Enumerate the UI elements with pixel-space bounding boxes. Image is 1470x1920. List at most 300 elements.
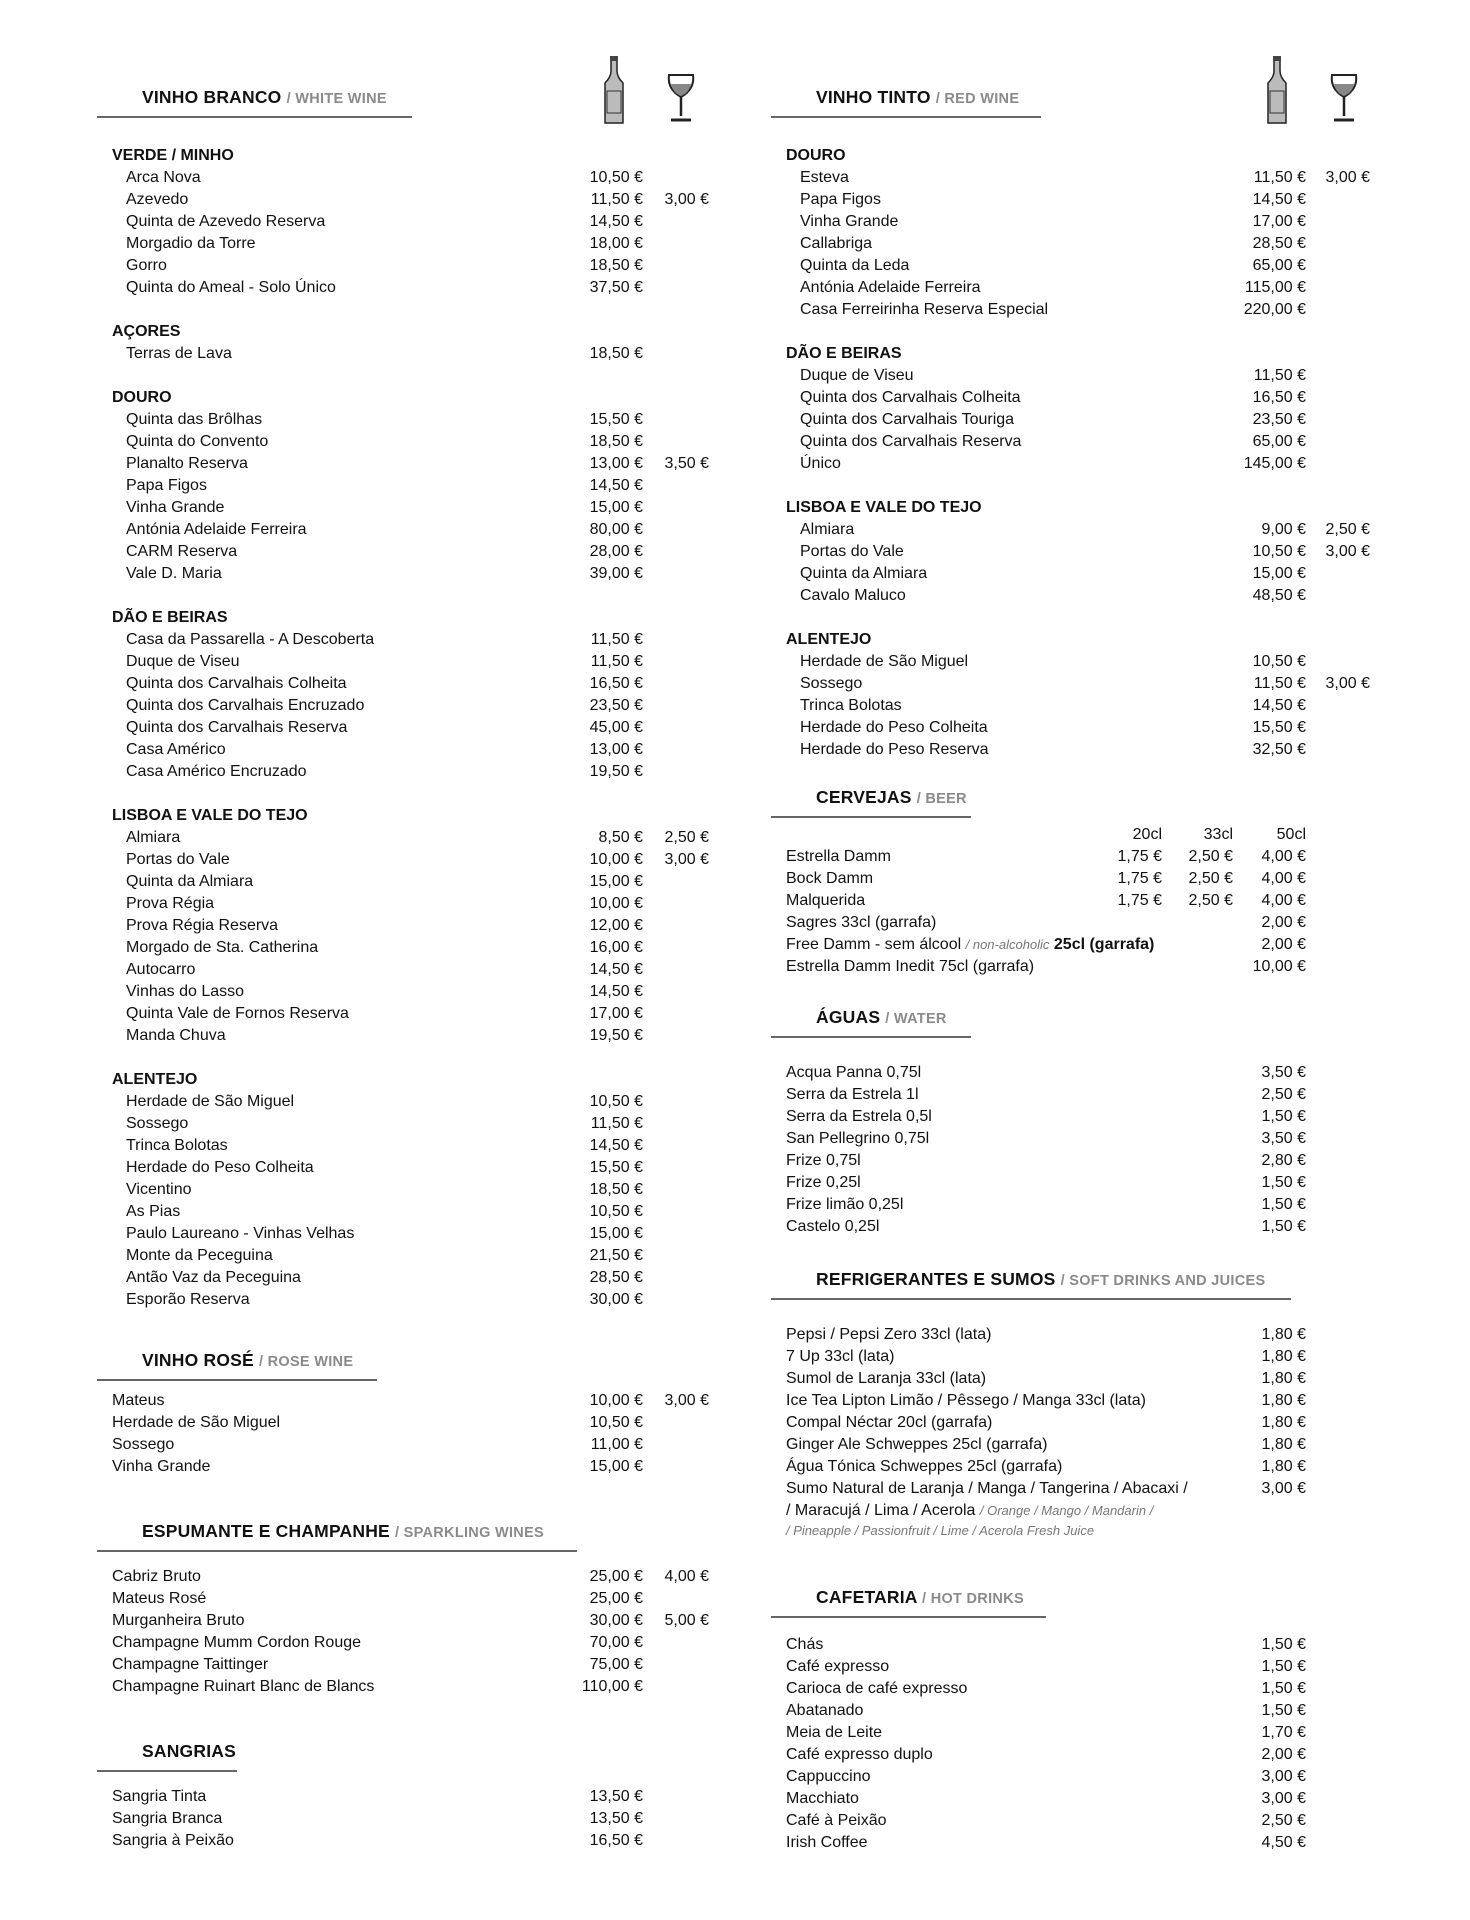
price: 3,00 € — [1261, 1790, 1306, 1807]
menu-item — [112, 167, 812, 189]
item-name: Portas do Vale — [126, 851, 230, 868]
section-heading — [816, 1007, 947, 1028]
bottle-price: 9,00 € — [1261, 521, 1306, 538]
price: 2,50 € — [1261, 1812, 1306, 1829]
menu-item — [112, 233, 812, 255]
item-name: Sossego — [112, 1436, 175, 1453]
menu-item — [112, 1003, 812, 1025]
section-heading — [816, 787, 967, 808]
beer-price-50cl: 4,00 € — [1261, 892, 1306, 909]
menu-item — [112, 277, 812, 299]
price: 3,50 € — [1261, 1130, 1306, 1147]
beer-price-33cl: 2,50 € — [1188, 892, 1233, 909]
region-title: DÃO E BEIRAS — [112, 609, 228, 626]
item-name: Quinta da Leda — [800, 257, 910, 274]
glass-price: 3,50 € — [664, 455, 709, 472]
menu-item — [112, 893, 812, 915]
bottle-price: 17,00 € — [589, 1005, 643, 1022]
section-subtitle: / HOT DRINKS — [922, 1591, 1024, 1607]
heading-underline — [97, 1550, 577, 1552]
bottle-price: 13,50 € — [589, 1810, 643, 1827]
item-name: Estrella Damm — [786, 848, 891, 865]
item-name: Antónia Adelaide Ferreira — [126, 521, 307, 538]
section-title: REFRIGERANTES E SUMOS — [816, 1269, 1056, 1289]
item-name: Champagne Mumm Cordon Rouge — [112, 1634, 362, 1651]
menu-item — [112, 827, 812, 849]
heading-underline — [771, 1298, 1291, 1300]
item-name: Paulo Laureano - Vinhas Velhas — [126, 1225, 355, 1242]
bottle-price: 8,50 € — [598, 829, 643, 846]
item-name: Herdade de São Miguel — [126, 1093, 295, 1110]
menu-item — [112, 871, 812, 893]
menu-item — [786, 1744, 1470, 1766]
menu-item — [112, 1588, 812, 1610]
item-name: Bock Damm — [786, 870, 874, 887]
item-name: Planalto Reserva — [126, 455, 248, 472]
item-name: / Maracujá / Lima / Acerola — [786, 1502, 976, 1519]
water-header — [771, 998, 971, 1038]
menu-item — [786, 695, 1470, 717]
heading-underline — [97, 116, 412, 118]
bottle-price: 23,50 € — [1252, 411, 1306, 428]
region-title: DOURO — [112, 389, 172, 406]
bottle-price: 115,00 € — [1244, 279, 1306, 296]
bottle-price: 19,50 € — [589, 1027, 643, 1044]
wine-glass-icon — [665, 72, 697, 124]
menu-item — [786, 1656, 1470, 1678]
menu-item — [786, 585, 1470, 607]
item-name: Champagne Ruinart Blanc de Blancs — [112, 1678, 375, 1695]
item-name: Mateus — [112, 1392, 165, 1409]
item-name: Quinta dos Carvalhais Touriga — [800, 411, 1015, 428]
item-name: Quinta Vale de Fornos Reserva — [126, 1005, 349, 1022]
item-name: Sossego — [126, 1115, 189, 1132]
region-title: VERDE / MINHO — [112, 147, 234, 164]
item-name: Frize 0,25l — [786, 1174, 861, 1191]
bottle-price: 18,50 € — [589, 257, 643, 274]
item-name: Quinta dos Carvalhais Colheita — [126, 675, 347, 692]
item-name: Almiara — [800, 521, 855, 538]
price: 3,00 € — [1261, 1480, 1306, 1497]
menu-item — [786, 233, 1470, 255]
item-name: Murganheira Bruto — [112, 1612, 245, 1629]
section-heading — [816, 1269, 1265, 1290]
menu-item — [786, 956, 1386, 978]
menu-item — [786, 717, 1470, 739]
bottle-price: 15,00 € — [589, 1225, 643, 1242]
price: 3,50 € — [1261, 1064, 1306, 1081]
menu-item — [786, 1062, 1470, 1084]
beer-price-20cl: 1,75 € — [1117, 870, 1162, 887]
bottle-price: 15,00 € — [1252, 565, 1306, 582]
item-name: Gorro — [126, 257, 167, 274]
menu-item — [112, 1830, 812, 1852]
juice-continuation-translation — [786, 1520, 1386, 1542]
rose-wine-header — [97, 1341, 377, 1381]
menu-item — [786, 890, 1386, 912]
heading-underline — [97, 1770, 237, 1772]
bottle-price: 15,50 € — [589, 411, 643, 428]
menu-item — [786, 912, 1386, 934]
menu-item — [786, 1084, 1470, 1106]
bottle-price: 10,50 € — [589, 1093, 643, 1110]
menu-item — [112, 1654, 812, 1676]
menu-item — [112, 1676, 812, 1698]
item-name: Café à Peixão — [786, 1812, 887, 1829]
bottle-price: 30,00 € — [589, 1291, 643, 1308]
item-name: Único — [800, 455, 841, 472]
bottle-price: 16,50 € — [1252, 389, 1306, 406]
beer-price-20cl: 1,75 € — [1117, 892, 1162, 909]
menu-item — [112, 717, 812, 739]
price: 1,80 € — [1261, 1370, 1306, 1387]
bottle-price: 145,00 € — [1243, 455, 1306, 472]
section-heading — [142, 87, 387, 108]
menu-item — [786, 1324, 1470, 1346]
menu-item — [112, 915, 812, 937]
bottle-price: 18,50 € — [589, 1181, 643, 1198]
item-name: Manda Chuva — [126, 1027, 226, 1044]
beer-price-20cl: 1,75 € — [1117, 848, 1162, 865]
menu-item — [112, 475, 812, 497]
bottle-price: 25,00 € — [589, 1568, 643, 1585]
bottle-price: 14,50 € — [589, 477, 643, 494]
menu-item — [112, 1632, 812, 1654]
glass-price: 3,00 € — [664, 1392, 709, 1409]
item-name: Autocarro — [126, 961, 196, 978]
bottle-price: 37,50 € — [589, 279, 643, 296]
item-name: Ginger Ale Schweppes 25cl (garrafa) — [786, 1436, 1048, 1453]
glass-price: 2,50 € — [1325, 521, 1370, 538]
menu-item — [112, 695, 812, 717]
menu-item — [112, 343, 812, 365]
price: 1,80 € — [1261, 1436, 1306, 1453]
menu-item — [786, 1766, 1470, 1788]
price: 1,50 € — [1261, 1174, 1306, 1191]
item-name: Café expresso — [786, 1658, 890, 1675]
bottle-price: 11,50 € — [590, 631, 643, 648]
menu-item — [786, 673, 1470, 695]
glass-price: 3,00 € — [664, 851, 709, 868]
bottle-price: 11,00 € — [590, 1436, 643, 1453]
bottle-price: 28,00 € — [589, 543, 643, 560]
section-title: CAFETARIA — [816, 1587, 917, 1607]
beer-price-33cl: 2,50 € — [1188, 848, 1233, 865]
menu-item — [786, 563, 1470, 585]
item-name: Quinta da Almiara — [126, 873, 254, 890]
item-name: Herdade do Peso Reserva — [800, 741, 989, 758]
menu-item — [786, 739, 1470, 761]
bottle-price: 11,50 € — [590, 653, 643, 670]
bottle-price: 65,00 € — [1252, 433, 1306, 450]
section-subtitle: / WHITE WINE — [286, 91, 387, 107]
item-name: Trinca Bolotas — [126, 1137, 228, 1154]
bottle-price: 15,50 € — [1252, 719, 1306, 736]
item-name: Esporão Reserva — [126, 1291, 250, 1308]
item-name: 7 Up 33cl (lata) — [786, 1348, 895, 1365]
item-name: Mateus Rosé — [112, 1590, 207, 1607]
item-name: Duque de Viseu — [800, 367, 914, 384]
section-heading — [816, 1587, 1024, 1608]
glass-price: 2,50 € — [664, 829, 709, 846]
bottle-price: 15,00 € — [589, 1458, 643, 1475]
bottle-price: 15,00 € — [589, 873, 643, 890]
price: 3,00 € — [1261, 1768, 1306, 1785]
glass-price: 5,00 € — [664, 1612, 709, 1629]
bottle-price: 14,50 € — [589, 983, 643, 1000]
price: 1,50 € — [1261, 1196, 1306, 1213]
menu-item — [112, 255, 812, 277]
item-name: Cavalo Maluco — [800, 587, 906, 604]
menu-item — [786, 1106, 1470, 1128]
bottle-price: 10,50 € — [589, 169, 643, 186]
bottle-price: 15,00 € — [589, 499, 643, 516]
glass-price: 3,00 € — [664, 191, 709, 208]
price: 1,50 € — [1261, 1636, 1306, 1653]
item-name: Macchiato — [786, 1790, 859, 1807]
section-subtitle: / RED WINE — [935, 91, 1020, 107]
item-name: Arca Nova — [126, 169, 201, 186]
item-name: Casa Américo Encruzado — [126, 763, 307, 780]
menu-item — [112, 211, 812, 233]
item-name: Antão Vaz da Peceguina — [126, 1269, 301, 1286]
menu-item — [786, 387, 1470, 409]
item-name: Malquerida — [786, 892, 866, 909]
item-name: Herdade do Peso Colheita — [126, 1159, 314, 1176]
menu-item — [786, 189, 1470, 211]
menu-item — [786, 1390, 1470, 1412]
glass-price: 4,00 € — [664, 1568, 709, 1585]
item-name-suffix: 25cl (garrafa) — [1053, 936, 1155, 953]
menu-item — [786, 1346, 1470, 1368]
item-name: Sossego — [800, 675, 863, 692]
item-name: Sumol de Laranja 33cl (lata) — [786, 1370, 987, 1387]
bottle-price: 13,00 € — [589, 741, 643, 758]
item-name: Serra da Estrela 1l — [786, 1086, 919, 1103]
item-name: Sangria Tinta — [112, 1788, 207, 1805]
heading-underline — [771, 1036, 971, 1038]
menu-item — [112, 849, 812, 871]
bottle-price: 18,50 € — [589, 345, 643, 362]
section-title: SANGRIAS — [142, 1741, 236, 1761]
menu-item — [112, 497, 812, 519]
item-name: Almiara — [126, 829, 181, 846]
price: 2,80 € — [1261, 1152, 1306, 1169]
bottle-price: 10,00 € — [589, 1392, 643, 1409]
menu-item — [112, 563, 812, 585]
item-name: Abatanado — [786, 1702, 864, 1719]
menu-item — [112, 1245, 812, 1267]
menu-item — [112, 1786, 812, 1808]
item-name: Sangria à Peixão — [112, 1832, 234, 1849]
item-name: Carioca de café expresso — [786, 1680, 968, 1697]
item-name: Vicentino — [126, 1181, 192, 1198]
section-subtitle: / BEER — [916, 791, 967, 807]
item-note: / Pineapple / Passionfruit / Lime / Acerola Fresh Juice — [786, 1523, 1095, 1538]
menu-item — [112, 409, 812, 431]
menu-item — [786, 1478, 1470, 1500]
item-name: Monte da Peceguina — [126, 1247, 273, 1264]
menu-item — [112, 1223, 812, 1245]
bottle-price: 11,50 € — [1253, 367, 1306, 384]
bottle-price: 110,00 € — [581, 1678, 643, 1695]
menu-item — [112, 1390, 812, 1412]
menu-item — [786, 1832, 1470, 1854]
section-heading — [816, 87, 1019, 108]
item-name: Quinta do Ameal - Solo Único — [126, 279, 336, 296]
menu-item — [786, 1788, 1470, 1810]
item-name: Quinta dos Carvalhais Colheita — [800, 389, 1021, 406]
section-title: VINHO ROSÉ — [142, 1350, 254, 1370]
bottle-price: 25,00 € — [589, 1590, 643, 1607]
menu-item — [112, 1025, 812, 1047]
item-name: Compal Néctar 20cl (garrafa) — [786, 1414, 993, 1431]
item-name: Herdade do Peso Colheita — [800, 719, 988, 736]
item-name: Café expresso duplo — [786, 1746, 933, 1763]
bottle-price: 16,50 € — [589, 1832, 643, 1849]
item-name: Antónia Adelaide Ferreira — [800, 279, 981, 296]
price: 1,50 € — [1261, 1218, 1306, 1235]
item-name: Champagne Taittinger — [112, 1656, 269, 1673]
menu-item — [112, 673, 812, 695]
section-subtitle: / WATER — [885, 1011, 947, 1027]
section-heading — [142, 1741, 236, 1762]
menu-item — [112, 519, 812, 541]
menu-item — [112, 959, 812, 981]
beer-price-33cl: 2,50 € — [1188, 870, 1233, 887]
item-name: Vinha Grande — [800, 213, 899, 230]
item-name: Duque de Viseu — [126, 653, 240, 670]
bottle-price: 32,50 € — [1252, 741, 1306, 758]
item-name: Morgadio da Torre — [126, 235, 256, 252]
beer-size-label: 50cl — [1276, 826, 1306, 843]
menu-item — [786, 431, 1470, 453]
item-name: Callabriga — [800, 235, 873, 252]
bottle-price: 19,50 € — [589, 763, 643, 780]
section-subtitle: / SOFT DRINKS AND JUICES — [1060, 1273, 1266, 1289]
region-title: ALENTEJO — [786, 631, 872, 648]
section-title: VINHO BRANCO — [142, 87, 282, 107]
menu-item — [786, 651, 1470, 673]
price: 1,50 € — [1261, 1108, 1306, 1125]
beer-price-50cl: 4,00 € — [1261, 870, 1306, 887]
item-name: Quinta da Almiara — [800, 565, 928, 582]
bottle-price: 10,50 € — [1252, 543, 1306, 560]
bottle-price: 18,00 € — [589, 235, 643, 252]
menu-item — [112, 1157, 812, 1179]
bottle-price: 14,50 € — [589, 961, 643, 978]
heading-underline — [771, 816, 971, 818]
bottle-price: 10,50 € — [1252, 653, 1306, 670]
bottle-price: 45,00 € — [589, 719, 643, 736]
bottle-price: 10,00 € — [589, 895, 643, 912]
price: 1,80 € — [1261, 1392, 1306, 1409]
item-name: Portas do Vale — [800, 543, 904, 560]
bottle-price: 21,50 € — [589, 1247, 643, 1264]
menu-item — [112, 1610, 812, 1632]
item-name: Vinha Grande — [126, 499, 225, 516]
bottle-price: 70,00 € — [589, 1634, 643, 1651]
white-wine-header — [97, 78, 412, 118]
bottle-price: 28,50 € — [1252, 235, 1306, 252]
item-name: Casa Ferreirinha Reserva Especial — [800, 301, 1049, 318]
item-name: Quinta dos Carvalhais Encruzado — [126, 697, 365, 714]
bottle-price: 23,50 € — [589, 697, 643, 714]
menu-item — [112, 739, 812, 761]
item-name: Casa Américo — [126, 741, 226, 758]
beer-size-label: 33cl — [1203, 826, 1233, 843]
bottle-price: 220,00 € — [1243, 301, 1306, 318]
bottle-icon — [601, 55, 627, 125]
sangria-header — [97, 1732, 237, 1772]
menu-item — [112, 629, 812, 651]
item-name: Quinta do Convento — [126, 433, 269, 450]
region-title: DÃO E BEIRAS — [786, 345, 902, 362]
menu-item — [786, 365, 1470, 387]
menu-item — [786, 1810, 1470, 1832]
menu-item — [112, 981, 812, 1003]
menu-item — [112, 431, 812, 453]
menu-item — [786, 934, 1386, 956]
item-name: Serra da Estrela 0,5l — [786, 1108, 932, 1125]
beer-price-50cl: 2,00 € — [1261, 914, 1306, 931]
section-title: VINHO TINTO — [816, 87, 931, 107]
price: 2,00 € — [1261, 1746, 1306, 1763]
item-name: Frize limão 0,25l — [786, 1196, 904, 1213]
item-name: Vinhas do Lasso — [126, 983, 245, 1000]
menu-item — [786, 1434, 1470, 1456]
heading-underline — [97, 1379, 377, 1381]
bottle-price: 39,00 € — [589, 565, 643, 582]
menu-item — [112, 1412, 812, 1434]
item-name: Cabriz Bruto — [112, 1568, 201, 1585]
menu-item — [786, 1194, 1470, 1216]
item-name: Acqua Panna 0,75l — [786, 1064, 922, 1081]
region-title: LISBOA E VALE DO TEJO — [786, 499, 982, 516]
menu-item — [112, 541, 812, 563]
bottle-price: 10,50 € — [589, 1203, 643, 1220]
region-title: ALENTEJO — [112, 1071, 198, 1088]
menu-item — [112, 1135, 812, 1157]
menu-item — [112, 1179, 812, 1201]
bottle-price: 30,00 € — [589, 1612, 643, 1629]
bottle-price: 18,50 € — [589, 433, 643, 450]
menu-item — [786, 1634, 1470, 1656]
bottle-price: 16,50 € — [589, 675, 643, 692]
glass-price: 3,00 € — [1325, 675, 1370, 692]
item-name: As Pias — [126, 1203, 181, 1220]
menu-item — [786, 868, 1386, 890]
bottle-price: 10,00 € — [589, 851, 643, 868]
item-name: Azevedo — [126, 191, 189, 208]
item-name: Prova Régia — [126, 895, 215, 912]
bottle-price: 11,50 € — [1253, 169, 1306, 186]
menu-item — [112, 1566, 812, 1588]
sparkling-wine-header — [97, 1512, 577, 1552]
item-name: Sagres 33cl (garrafa) — [786, 914, 937, 931]
glass-price: 3,00 € — [1325, 543, 1370, 560]
item-name: Pepsi / Pepsi Zero 33cl (lata) — [786, 1326, 992, 1343]
glass-price: 3,00 € — [1325, 169, 1370, 186]
bottle-price: 11,50 € — [590, 1115, 643, 1132]
price: 1,80 € — [1261, 1348, 1306, 1365]
item-name: Herdade de São Miguel — [112, 1414, 281, 1431]
hot-drinks-header — [771, 1578, 1046, 1618]
bottle-price: 14,50 € — [589, 1137, 643, 1154]
bottle-price: 14,50 € — [1252, 697, 1306, 714]
region-title: DOURO — [786, 147, 846, 164]
menu-item — [786, 1128, 1470, 1150]
